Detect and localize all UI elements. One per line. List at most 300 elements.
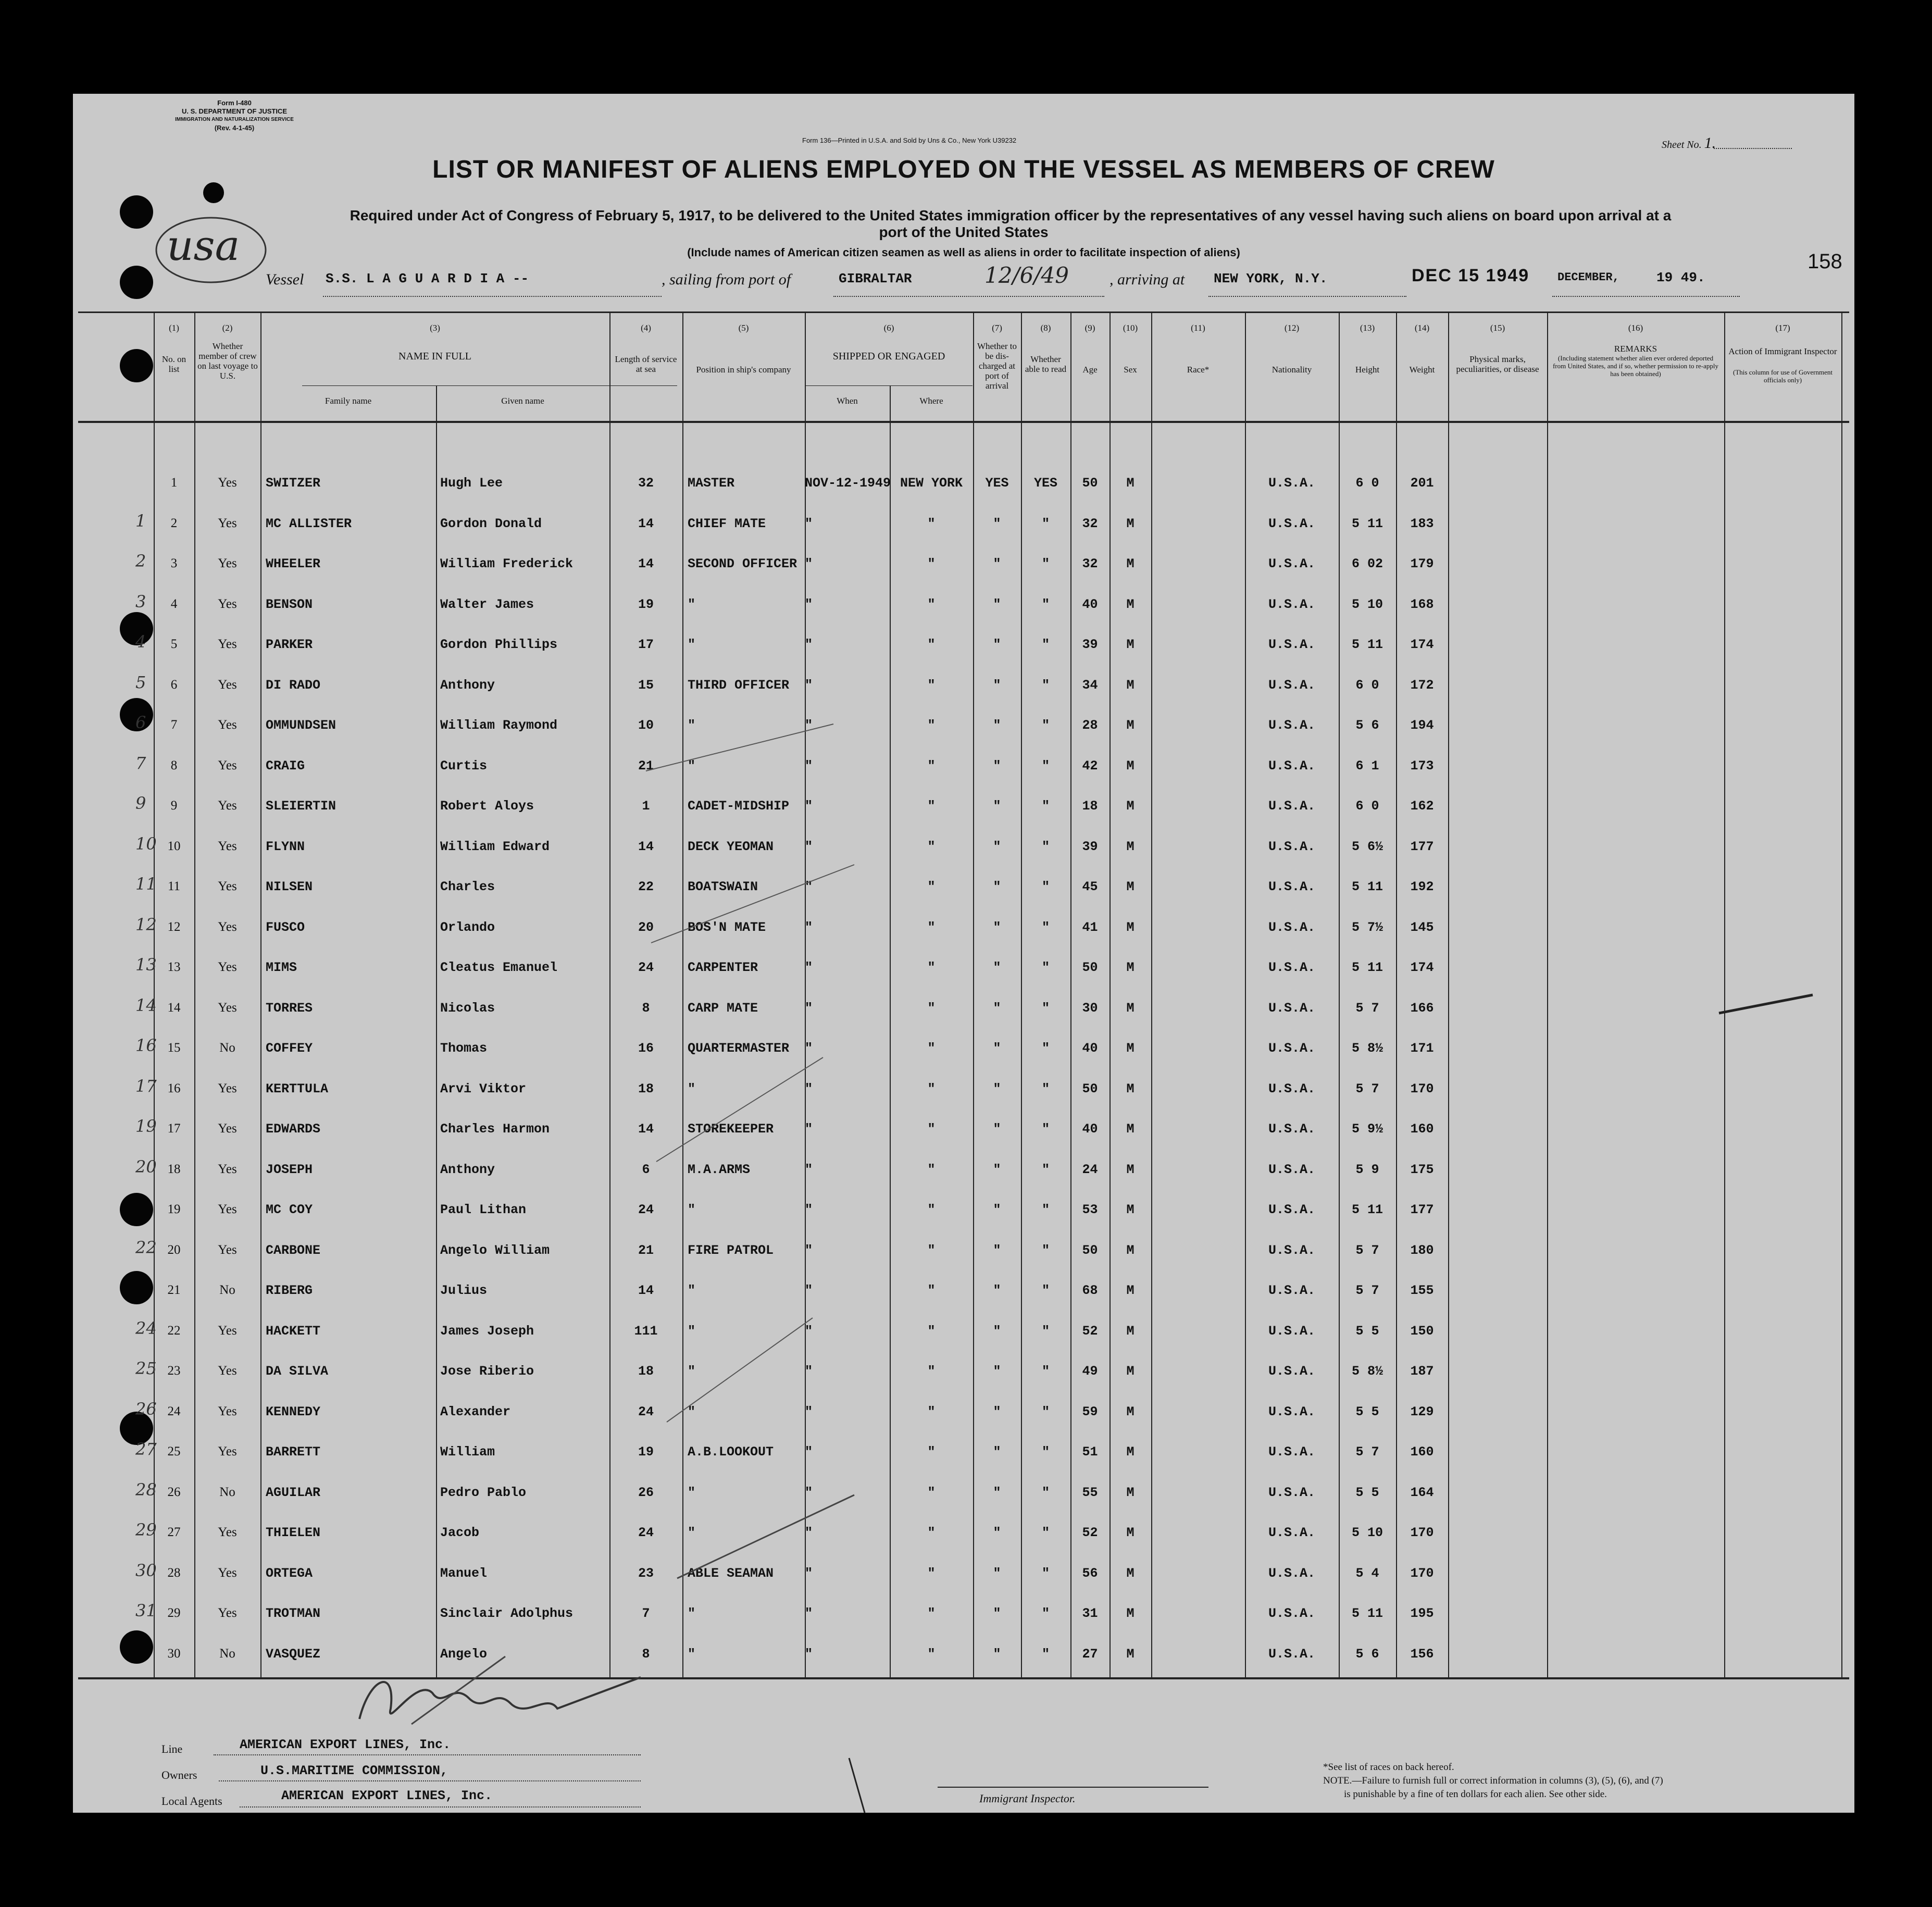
cell-family: DA SILVA — [266, 1364, 329, 1379]
cell-ht: 5 11 — [1351, 879, 1383, 894]
name-subhead-line — [302, 385, 677, 386]
cell-family: KENNEDY — [266, 1404, 321, 1419]
cell-dis: " — [993, 718, 1001, 733]
cell-where: " — [927, 556, 936, 571]
cell-ht: 5 11 — [1351, 1606, 1383, 1621]
cell-age: 50 — [1082, 960, 1098, 975]
cell-no: 10 — [167, 839, 181, 853]
cell-no: 26 — [167, 1485, 181, 1499]
cell-age: 59 — [1082, 1404, 1098, 1419]
cell-len: 24 — [638, 1202, 654, 1217]
cell-where: " — [927, 637, 936, 652]
table-row — [73, 502, 1854, 542]
cell-len: 15 — [638, 677, 654, 693]
cell-where: " — [927, 1323, 936, 1339]
cell-no: 1 — [170, 476, 178, 490]
punch-hole — [120, 349, 153, 382]
manifest-sheet — [73, 94, 1854, 1813]
cell-pos: SECOND OFFICER — [688, 556, 797, 571]
cell-dis: " — [993, 1242, 1001, 1258]
vessel-name: S.S. L A G U A R D I A -- — [326, 271, 529, 286]
cell-nat: U.S.A. — [1268, 1162, 1315, 1177]
cell-dis: " — [993, 1283, 1001, 1298]
table-row — [73, 622, 1854, 663]
date-underline — [1552, 296, 1740, 297]
cell-last: No — [219, 1485, 235, 1499]
cell-family: CARBONE — [266, 1242, 321, 1258]
cell-last: Yes — [218, 799, 237, 813]
col-num-6: (6) — [883, 323, 894, 333]
cell-age: 40 — [1082, 1121, 1098, 1137]
cell-wt: 192 — [1410, 879, 1434, 894]
cell-given: Anthony — [440, 677, 495, 693]
cell-nat: U.S.A. — [1268, 718, 1315, 733]
cell-last: Yes — [218, 516, 237, 530]
margin-number: 10 — [135, 833, 157, 854]
cell-dis: " — [993, 1162, 1001, 1177]
cell-family: VASQUEZ — [266, 1646, 321, 1662]
col-num-9: (9) — [1085, 323, 1095, 333]
cell-given: Hugh Lee — [440, 476, 503, 491]
cell-family: KERTTULA — [266, 1081, 329, 1096]
cell-sex: M — [1126, 1364, 1135, 1379]
margin-number: 7 — [135, 753, 146, 773]
cell-len: 1 — [642, 799, 650, 814]
table-top-border — [78, 311, 1849, 313]
cell-where: " — [927, 1364, 936, 1379]
margin-number: 25 — [135, 1358, 157, 1378]
cell-nat: U.S.A. — [1268, 1000, 1315, 1016]
cell-given: Manuel — [440, 1565, 488, 1581]
cell-family: ORTEGA — [266, 1565, 313, 1581]
cell-where: " — [927, 1041, 936, 1056]
cell-wt: 179 — [1410, 556, 1434, 571]
cell-dis: " — [993, 879, 1001, 894]
footer-line-value: AMERICAN EXPORT LINES, Inc. — [240, 1737, 451, 1752]
date-stamp: DEC 15 1949 — [1412, 266, 1530, 285]
cell-given: Anthony — [440, 1162, 495, 1177]
cell-pos: DECK YEOMAN — [688, 839, 774, 854]
cell-age: 31 — [1082, 1606, 1098, 1621]
col-num-13: (13) — [1360, 323, 1375, 333]
cell-sex: M — [1126, 476, 1135, 491]
cell-no: 5 — [170, 637, 178, 651]
cell-sex: M — [1126, 1162, 1135, 1177]
cell-len: 19 — [638, 596, 654, 612]
cell-given: Sinclair Adolphus — [440, 1606, 574, 1621]
cell-ht: 5 7 — [1355, 1000, 1379, 1016]
subtitle-instruction: (Include names of American citizen seamen as well as aliens in order to facilitate inspection of aliens) — [687, 246, 1240, 259]
cell-ht: 5 7½ — [1351, 919, 1383, 935]
cell-where: " — [927, 718, 936, 733]
cell-nat: U.S.A. — [1268, 1364, 1315, 1379]
cell-nat: U.S.A. — [1268, 516, 1315, 531]
cell-nat: U.S.A. — [1268, 1485, 1315, 1500]
handwritten-strokes — [635, 693, 1000, 1630]
cell-sex: M — [1126, 1485, 1135, 1500]
signature-scribble — [349, 1646, 714, 1740]
cell-last: Yes — [218, 1081, 237, 1095]
cell-given: Nicolas — [440, 1000, 495, 1016]
header-inspector-action: Action of Immigrant Inspector — [1728, 346, 1837, 356]
margin-number: 24 — [135, 1318, 157, 1338]
cell-given: Charles Harmon — [440, 1121, 550, 1137]
punch-hole — [120, 266, 153, 299]
cell-read: " — [1041, 1323, 1050, 1339]
margin-number: 27 — [135, 1439, 157, 1459]
cell-ht: 5 6½ — [1351, 839, 1383, 854]
cell-family: OMMUNDSEN — [266, 718, 336, 733]
subtitle-port: port of the United States — [879, 224, 1049, 240]
cell-wt: 156 — [1410, 1646, 1434, 1662]
cell-nat: U.S.A. — [1268, 556, 1315, 571]
cell-wt: 177 — [1410, 1202, 1434, 1217]
cell-wt: 170 — [1410, 1565, 1434, 1581]
cell-read: " — [1041, 1242, 1050, 1258]
cell-read: " — [1041, 556, 1050, 571]
cell-family: WHEELER — [266, 556, 321, 571]
cell-ht: 5 11 — [1351, 1202, 1383, 1217]
cell-last: Yes — [218, 718, 237, 732]
margin-number: 22 — [135, 1237, 157, 1257]
cell-when: " — [805, 919, 813, 935]
cell-last: Yes — [218, 1364, 237, 1378]
cell-len: 21 — [638, 1242, 654, 1258]
cell-ht: 5 5 — [1355, 1404, 1379, 1419]
cell-when: " — [805, 1404, 813, 1419]
footer-agents-value: AMERICAN EXPORT LINES, Inc. — [281, 1788, 493, 1803]
cell-dis: " — [993, 1485, 1001, 1500]
cell-dis: " — [993, 919, 1001, 935]
cell-sex: M — [1126, 1202, 1135, 1217]
cell-pos: " — [688, 758, 696, 774]
cell-sex: M — [1126, 516, 1135, 531]
cell-dis: " — [993, 677, 1001, 693]
cell-wt: 173 — [1410, 758, 1434, 774]
cell-wt: 170 — [1410, 1081, 1434, 1096]
cell-sex: M — [1126, 839, 1135, 854]
header-no-on-list: No. on list — [161, 354, 186, 374]
cell-read: " — [1041, 1485, 1050, 1500]
cell-pos: ABLE SEAMAN — [688, 1565, 774, 1581]
cell-nat: U.S.A. — [1268, 1444, 1315, 1460]
cell-sex: M — [1126, 1041, 1135, 1056]
col-num-7: (7) — [992, 323, 1002, 333]
margin-number: 4 — [135, 632, 146, 652]
cell-len: 14 — [638, 1121, 654, 1137]
cell-wt: 160 — [1410, 1121, 1434, 1137]
cell-last: Yes — [218, 960, 237, 974]
header-able-to-read: Whether able to read — [1025, 354, 1067, 374]
cell-sex: M — [1126, 1081, 1135, 1096]
cell-family: MIMS — [266, 960, 297, 975]
cell-age: 49 — [1082, 1364, 1098, 1379]
cell-ht: 5 6 — [1355, 718, 1379, 733]
cell-where: " — [927, 1646, 936, 1662]
cell-when: " — [805, 1283, 813, 1298]
cell-nat: U.S.A. — [1268, 1646, 1315, 1662]
cell-read: " — [1041, 637, 1050, 652]
cell-dis: " — [993, 1444, 1001, 1460]
footer-agents-underline — [240, 1806, 641, 1808]
cell-pos: " — [688, 1646, 696, 1662]
cell-no: 8 — [170, 758, 178, 772]
cell-where: " — [927, 919, 936, 935]
cell-len: 14 — [638, 839, 654, 854]
header-name-in-full: NAME IN FULL — [398, 351, 471, 362]
header-family-name: Family name — [325, 396, 372, 406]
cell-age: 55 — [1082, 1485, 1098, 1500]
cell-no: 27 — [167, 1525, 181, 1539]
cell-where: " — [927, 1485, 936, 1500]
cell-wt: 129 — [1410, 1404, 1434, 1419]
cell-dis: " — [993, 1202, 1001, 1217]
cell-nat: U.S.A. — [1268, 1121, 1315, 1137]
cell-len: 14 — [638, 1283, 654, 1298]
cell-sex: M — [1126, 1606, 1135, 1621]
cell-age: 27 — [1082, 1646, 1098, 1662]
cell-len: 18 — [638, 1081, 654, 1096]
header-nationality: Nationality — [1272, 365, 1312, 375]
cell-dis: " — [993, 637, 1001, 652]
col-num-11: (11) — [1191, 323, 1205, 333]
cell-sex: M — [1126, 1646, 1135, 1662]
cell-when: " — [805, 1525, 813, 1540]
cell-pos: " — [688, 1485, 696, 1500]
cell-wt: 175 — [1410, 1162, 1434, 1177]
cell-age: 53 — [1082, 1202, 1098, 1217]
margin-number: 1 — [135, 510, 146, 531]
cell-ht: 6 0 — [1355, 799, 1379, 814]
col-num-5: (5) — [738, 323, 749, 333]
header-discharged: Whether to be dis-charged at port of arrival — [977, 341, 1017, 391]
cell-where: " — [927, 1404, 936, 1419]
cell-read: " — [1041, 1162, 1050, 1177]
cell-no: 18 — [167, 1162, 181, 1176]
cell-len: 8 — [642, 1000, 650, 1016]
cell-age: 45 — [1082, 879, 1098, 894]
arriving-label: , arriving at — [1110, 271, 1185, 288]
subtitle-requirement: Required under Act of Congress of February 5, 1917, to be delivered to the United States immigration officer by the representatives of any vessel having such aliens on board upon arrival at a — [350, 207, 1672, 223]
cell-age: 68 — [1082, 1283, 1098, 1298]
cell-dis: " — [993, 1041, 1001, 1056]
cell-sex: M — [1126, 799, 1135, 814]
cell-when: " — [805, 1323, 813, 1339]
cell-nat: U.S.A. — [1268, 960, 1315, 975]
cell-read: " — [1041, 1364, 1050, 1379]
cell-pos: CARPENTER — [688, 960, 758, 975]
cell-read: " — [1041, 758, 1050, 774]
cell-ht: 6 02 — [1351, 556, 1383, 571]
cell-nat: U.S.A. — [1268, 758, 1315, 774]
cell-last: Yes — [218, 1525, 237, 1539]
cell-read: " — [1041, 919, 1050, 935]
cell-len: 18 — [638, 1364, 654, 1379]
cell-ht: 5 7 — [1355, 1081, 1379, 1096]
cell-where: " — [927, 1162, 936, 1177]
cell-when: " — [805, 1565, 813, 1581]
cell-wt: 162 — [1410, 799, 1434, 814]
cell-where: " — [927, 1444, 936, 1460]
cell-dis: " — [993, 1404, 1001, 1419]
cell-nat: U.S.A. — [1268, 1081, 1315, 1096]
margin-number: 12 — [135, 914, 157, 934]
cell-last: Yes — [218, 596, 237, 611]
cell-family: FUSCO — [266, 919, 305, 935]
cell-where: " — [927, 1000, 936, 1016]
cell-dis: " — [993, 799, 1001, 814]
footer-owners-underline — [219, 1780, 641, 1781]
cell-given: Robert Aloys — [440, 799, 534, 814]
header-inspector-note: (This column for use of Government officials only) — [1733, 368, 1833, 384]
margin-number: 17 — [135, 1076, 157, 1096]
header-last-voyage: Whether member of crew on last voyage to U.S. — [197, 341, 258, 381]
cell-age: 24 — [1082, 1162, 1098, 1177]
margin-number: 30 — [135, 1560, 157, 1580]
cell-pos: BOS'N MATE — [688, 919, 766, 935]
cell-read: " — [1041, 1202, 1050, 1217]
cell-last: Yes — [218, 677, 237, 692]
cell-nat: U.S.A. — [1268, 1606, 1315, 1621]
cell-ht: 5 9½ — [1351, 1121, 1383, 1137]
col-num-17: (17) — [1775, 323, 1790, 333]
cell-last: Yes — [218, 919, 237, 934]
cell-wt: 160 — [1410, 1444, 1434, 1460]
cell-where: " — [927, 516, 936, 531]
col-num-16: (16) — [1628, 323, 1643, 333]
printer-line: Form 136—Printed in U.S.A. and Sold by Uns & Co., New York U39232 — [802, 136, 1017, 144]
col-num-12: (12) — [1284, 323, 1300, 333]
cell-len: 16 — [638, 1041, 654, 1056]
margin-number: 11 — [135, 874, 157, 894]
cell-dis: " — [993, 1525, 1001, 1540]
cell-read: " — [1041, 596, 1050, 612]
cell-last: Yes — [218, 1202, 237, 1216]
cell-wt: 183 — [1410, 516, 1434, 531]
cell-pos: " — [688, 1606, 696, 1621]
cell-family: BARRETT — [266, 1444, 321, 1460]
department: U. S. DEPARTMENT OF JUSTICE — [182, 107, 287, 115]
cell-pos: FIRE PATROL — [688, 1242, 774, 1258]
cell-last: Yes — [218, 1444, 237, 1459]
cell-given: Jose Riberio — [440, 1364, 534, 1379]
cell-when: " — [805, 879, 813, 894]
cell-ht: 6 0 — [1355, 476, 1379, 491]
cell-where: " — [927, 1606, 936, 1621]
cell-where: NEW YORK — [900, 476, 963, 491]
cell-wt: 166 — [1410, 1000, 1434, 1016]
cell-pos: STOREKEEPER — [688, 1121, 774, 1137]
sailing-label: , sailing from port of — [662, 271, 791, 288]
cell-nat: U.S.A. — [1268, 1041, 1315, 1056]
cell-nat: U.S.A. — [1268, 1525, 1315, 1540]
cell-read: " — [1041, 677, 1050, 693]
cell-when: " — [805, 718, 813, 733]
cell-given: Thomas — [440, 1041, 488, 1056]
cell-len: 7 — [642, 1606, 650, 1621]
cell-len: 10 — [638, 718, 654, 733]
cell-len: 17 — [638, 637, 654, 652]
cell-last: Yes — [218, 637, 237, 651]
cell-wt: 170 — [1410, 1525, 1434, 1540]
cell-dis: " — [993, 1565, 1001, 1581]
cell-len: 22 — [638, 879, 654, 894]
cell-pos: CHIEF MATE — [688, 516, 766, 531]
cell-ht: 5 10 — [1351, 1525, 1383, 1540]
cell-family: AGUILAR — [266, 1485, 321, 1500]
cell-wt: 174 — [1410, 637, 1434, 652]
cell-wt: 187 — [1410, 1364, 1434, 1379]
cell-when: " — [805, 556, 813, 571]
cell-pos: " — [688, 1202, 696, 1217]
cell-dis: " — [993, 1323, 1001, 1339]
cell-where: " — [927, 839, 936, 854]
cell-last: Yes — [218, 1000, 237, 1015]
sheet-label: Sheet No. — [1662, 139, 1702, 151]
cell-len: 8 — [642, 1646, 650, 1662]
cell-dis: " — [993, 758, 1001, 774]
cell-when: " — [805, 677, 813, 693]
margin-number: 14 — [135, 995, 157, 1015]
form-number: Form I-480 — [217, 99, 252, 107]
cell-where: " — [927, 758, 936, 774]
cell-wt: 171 — [1410, 1041, 1434, 1056]
handwritten-date: 12/6/49 — [984, 263, 1069, 288]
cell-len: 19 — [638, 1444, 654, 1460]
header-physical-marks: Physical marks, peculiarities, or disease — [1456, 354, 1539, 374]
cell-sex: M — [1126, 596, 1135, 612]
cell-ht: 5 7 — [1355, 1444, 1379, 1460]
cell-age: 56 — [1082, 1565, 1098, 1581]
cell-family: THIELEN — [266, 1525, 321, 1540]
cell-when: " — [805, 1485, 813, 1500]
arrival-port: NEW YORK, N.Y. — [1214, 271, 1328, 286]
header-where: Where — [919, 396, 943, 406]
col-num-2: (2) — [222, 323, 233, 333]
cell-sex: M — [1126, 960, 1135, 975]
cell-dis: " — [993, 1646, 1001, 1662]
cell-family: NILSEN — [266, 879, 313, 894]
cell-given: Pedro Pablo — [440, 1485, 527, 1500]
cell-sex: M — [1126, 677, 1135, 693]
cell-read: " — [1041, 1444, 1050, 1460]
cell-no: 2 — [170, 516, 178, 530]
cell-given: William — [440, 1444, 495, 1460]
footnote-penalty-cont: is punishable by a fine of ten dollars for each alien. See other side. — [1344, 1789, 1607, 1800]
header-shipped-engaged: SHIPPED OR ENGAGED — [832, 351, 945, 362]
cell-no: 21 — [167, 1283, 181, 1297]
cell-last: Yes — [218, 1121, 237, 1136]
cell-no: 14 — [167, 1000, 181, 1015]
footnote-races: *See list of races on back hereof. — [1323, 1762, 1454, 1773]
cell-age: 50 — [1082, 1081, 1098, 1096]
cell-nat: U.S.A. — [1268, 1565, 1315, 1581]
cell-sex: M — [1126, 1242, 1135, 1258]
cell-len: 24 — [638, 960, 654, 975]
cell-ht: 5 7 — [1355, 1242, 1379, 1258]
cell-pos: M.A.ARMS — [688, 1162, 751, 1177]
cell-dis: " — [993, 1121, 1001, 1137]
cell-sex: M — [1126, 1525, 1135, 1540]
cell-wt: 180 — [1410, 1242, 1434, 1258]
cell-wt: 155 — [1410, 1283, 1434, 1298]
cell-pos: THIRD OFFICER — [688, 677, 790, 693]
table-bottom-border — [78, 1677, 1849, 1679]
cell-sex: M — [1126, 1444, 1135, 1460]
handwritten-usa: usa — [167, 221, 240, 270]
cell-ht: 5 6 — [1355, 1646, 1379, 1662]
cell-pos: MASTER — [688, 476, 735, 491]
